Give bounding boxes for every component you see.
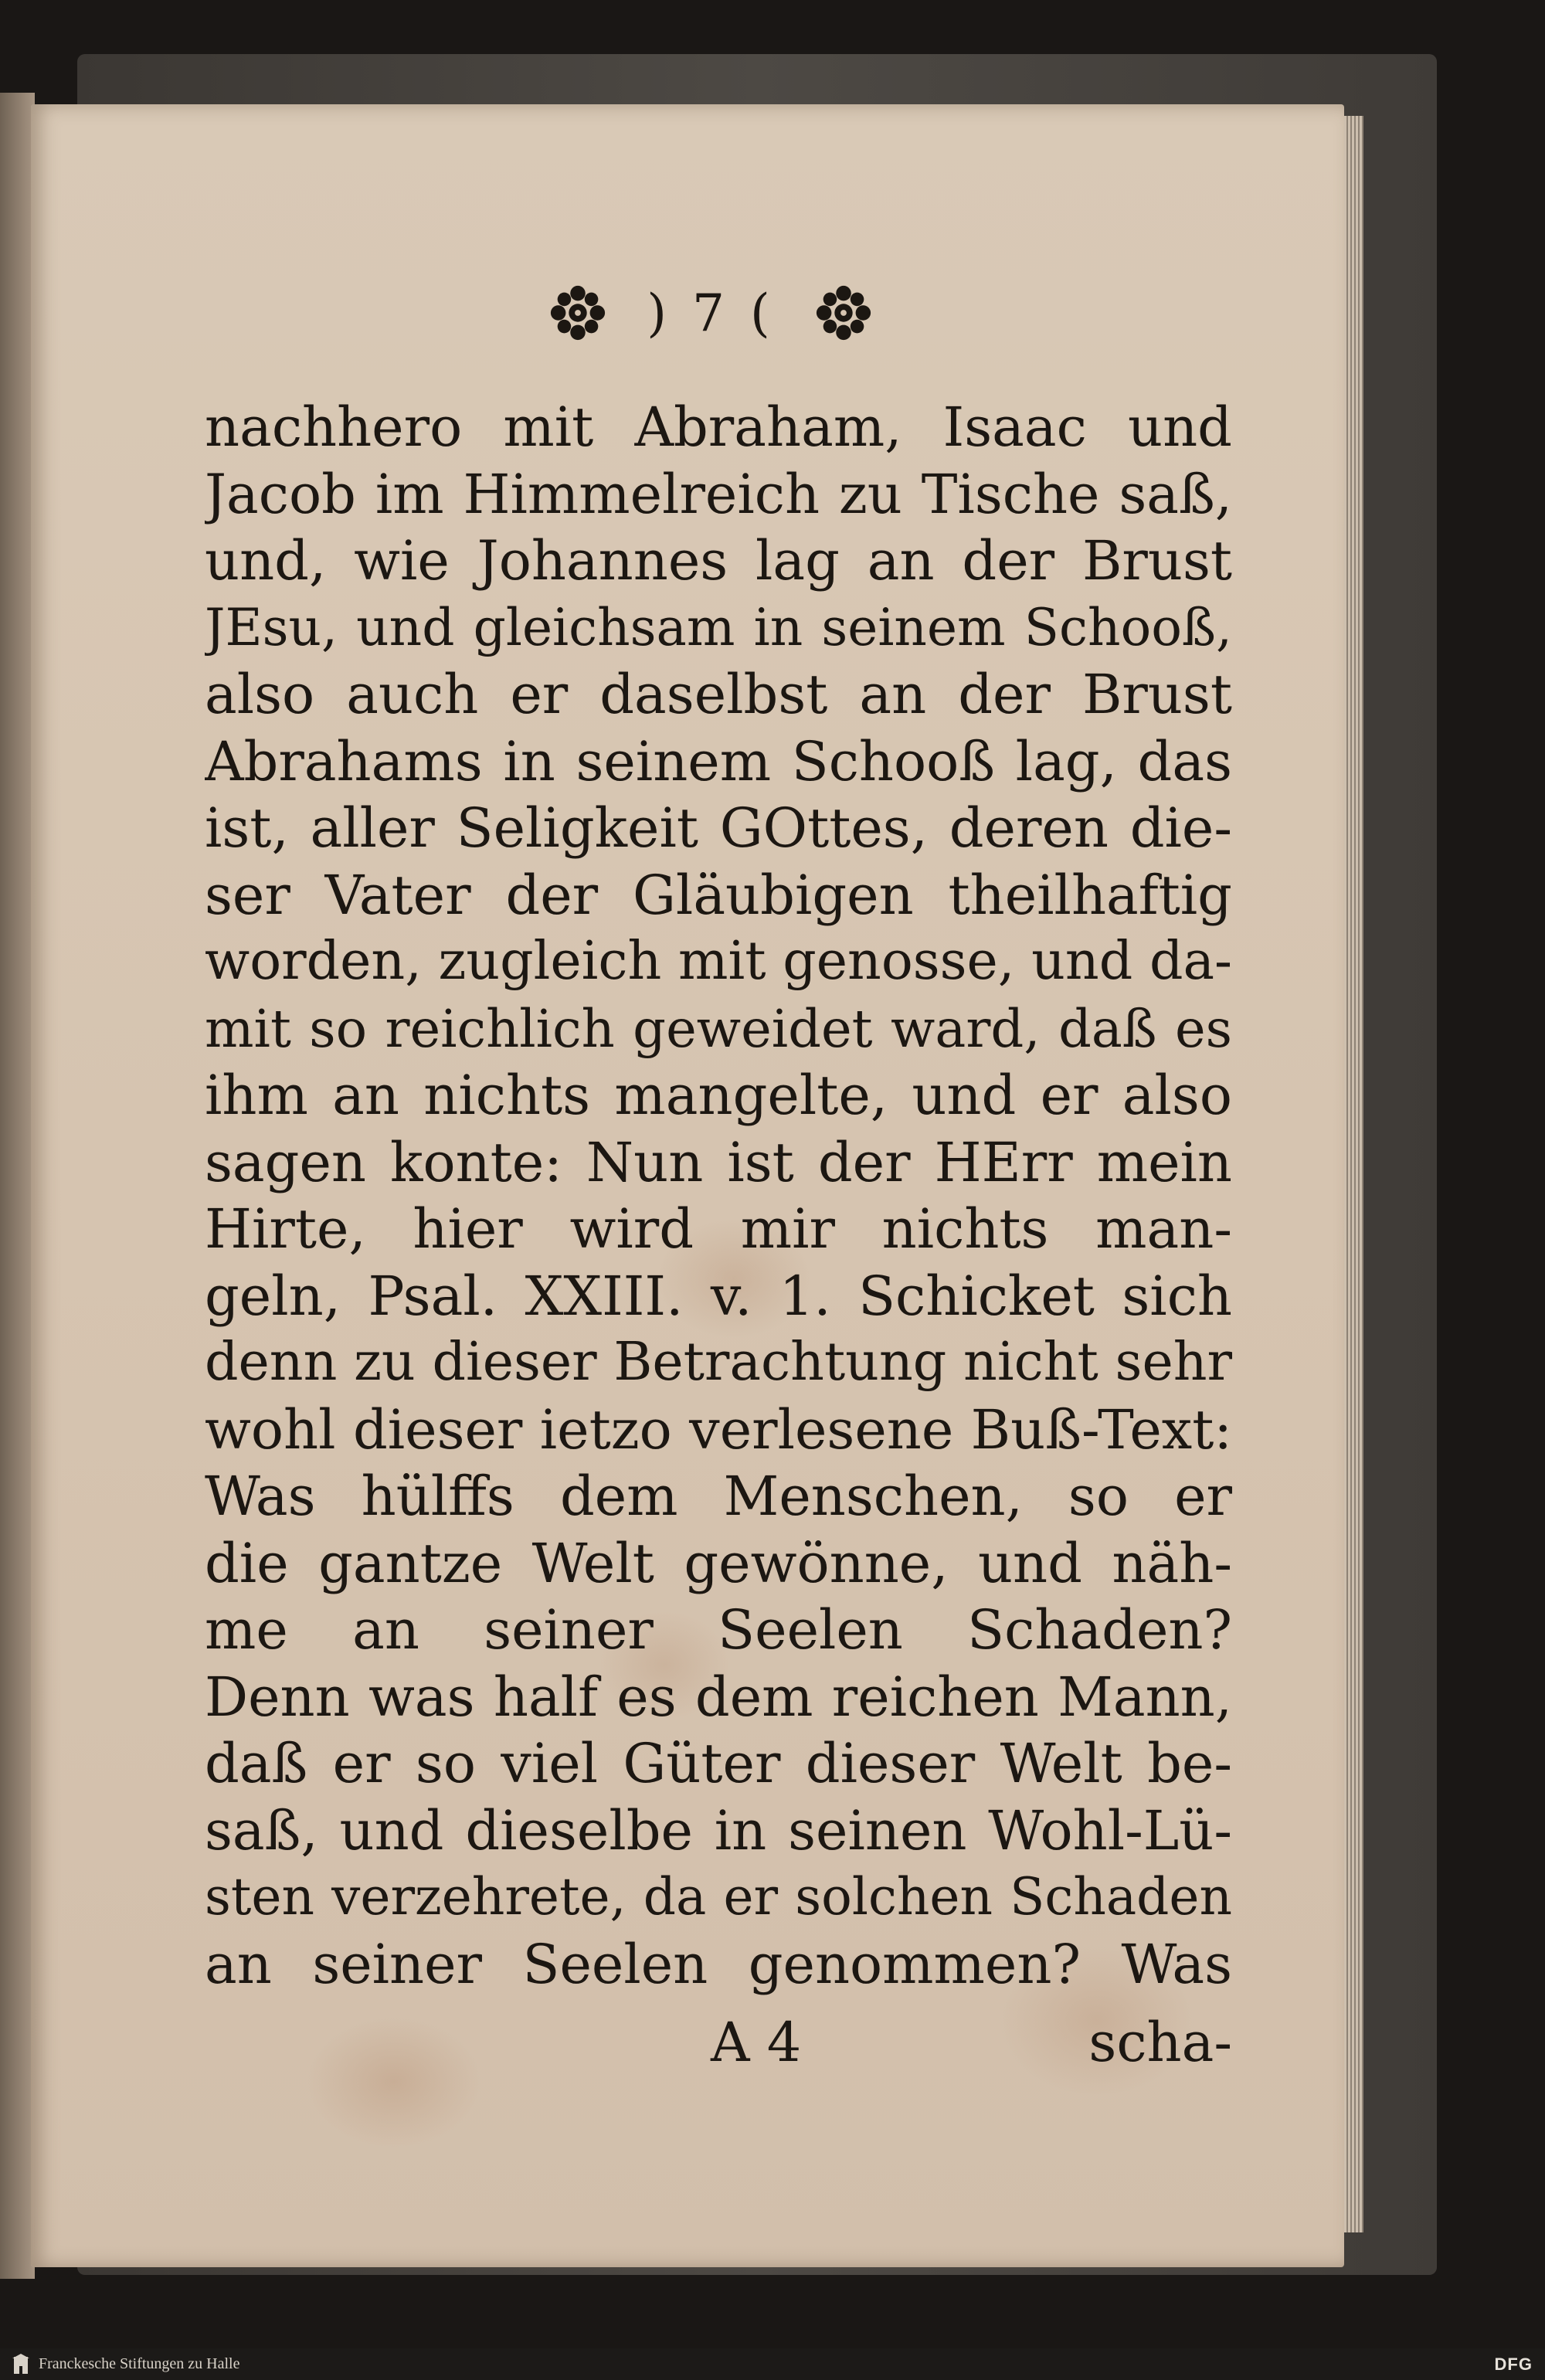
text-line: wohl dieser ietzo verlesene Buß-Text:: [205, 1397, 1232, 1462]
fleuron-icon: [813, 283, 874, 343]
text-line: Was hülffs dem Menschen, so er: [205, 1465, 1232, 1528]
text-line: Jacob im Himmelreich zu Tische saß,: [205, 462, 1232, 526]
running-head: [494, 270, 927, 355]
body-text: [205, 394, 1232, 1998]
text-line: JEsu, und gleichsam in seinem Schooß,: [205, 597, 1232, 657]
signature-mark: A 4: [711, 2011, 802, 2074]
text-line: Denn was half es dem reichen Mann,: [205, 1665, 1232, 1729]
institution-logo-icon: [12, 2354, 29, 2375]
text-line: daß er so viel Güter dieser Welt be-: [205, 1732, 1232, 1795]
text-line: geln, Psal. XXIII. v. 1. Schicket sich: [205, 1264, 1232, 1328]
text-line: mit so reichlich geweidet ward, daß es: [205, 998, 1232, 1059]
institution-credit: [12, 2354, 239, 2375]
text-line: worden, zugleich mit genosse, und da-: [205, 931, 1232, 992]
text-line: denn zu dieser Betrachtung nicht sehr: [205, 1332, 1232, 1393]
page-number: ) 7 (: [647, 283, 775, 343]
fleuron-icon: [548, 283, 608, 343]
text-line: also auch er daselbst an der Brust: [205, 663, 1232, 726]
text-line: saß, und dieselbe in seinen Wohl-Lü-: [205, 1798, 1232, 1862]
page-foot: [205, 2011, 1232, 2088]
text-line: Hirte, hier wird mir nichts man-: [205, 1197, 1232, 1261]
text-line: ihm an nichts mangelte, und er also: [205, 1064, 1232, 1127]
text-line: Abrahams in seinem Schooß lag, das: [205, 729, 1232, 793]
institution-name: Franckesche Stiftungen zu Halle: [39, 2355, 240, 2372]
text-line: nachhero mit Abraham, Isaac und: [205, 396, 1232, 459]
text-line: sten verzehrete, da er solchen Schaden: [205, 1867, 1232, 1927]
text-line: die gantze Welt gewönne, und näh-: [205, 1531, 1232, 1595]
text-line: und, wie Johannes lag an der Brust: [205, 529, 1232, 592]
text-line: ist, aller Seligkeit GOttes, deren die-: [205, 796, 1232, 860]
text-line: an seiner Seelen genommen? Was: [205, 1932, 1232, 1996]
text-line: sagen konte: Nun ist der HErr mein: [205, 1130, 1232, 1194]
book-page: [31, 104, 1344, 2267]
facing-page-edge: [0, 93, 35, 2279]
text-line: ser Vater der Gläubigen theilhaftig: [205, 863, 1232, 927]
funder-logo: DFG: [1494, 2354, 1533, 2374]
text-line: me an seiner Seelen Schaden?: [205, 1598, 1232, 1662]
footer-bar: [0, 2348, 1545, 2380]
catchword: scha-: [1088, 2011, 1232, 2074]
